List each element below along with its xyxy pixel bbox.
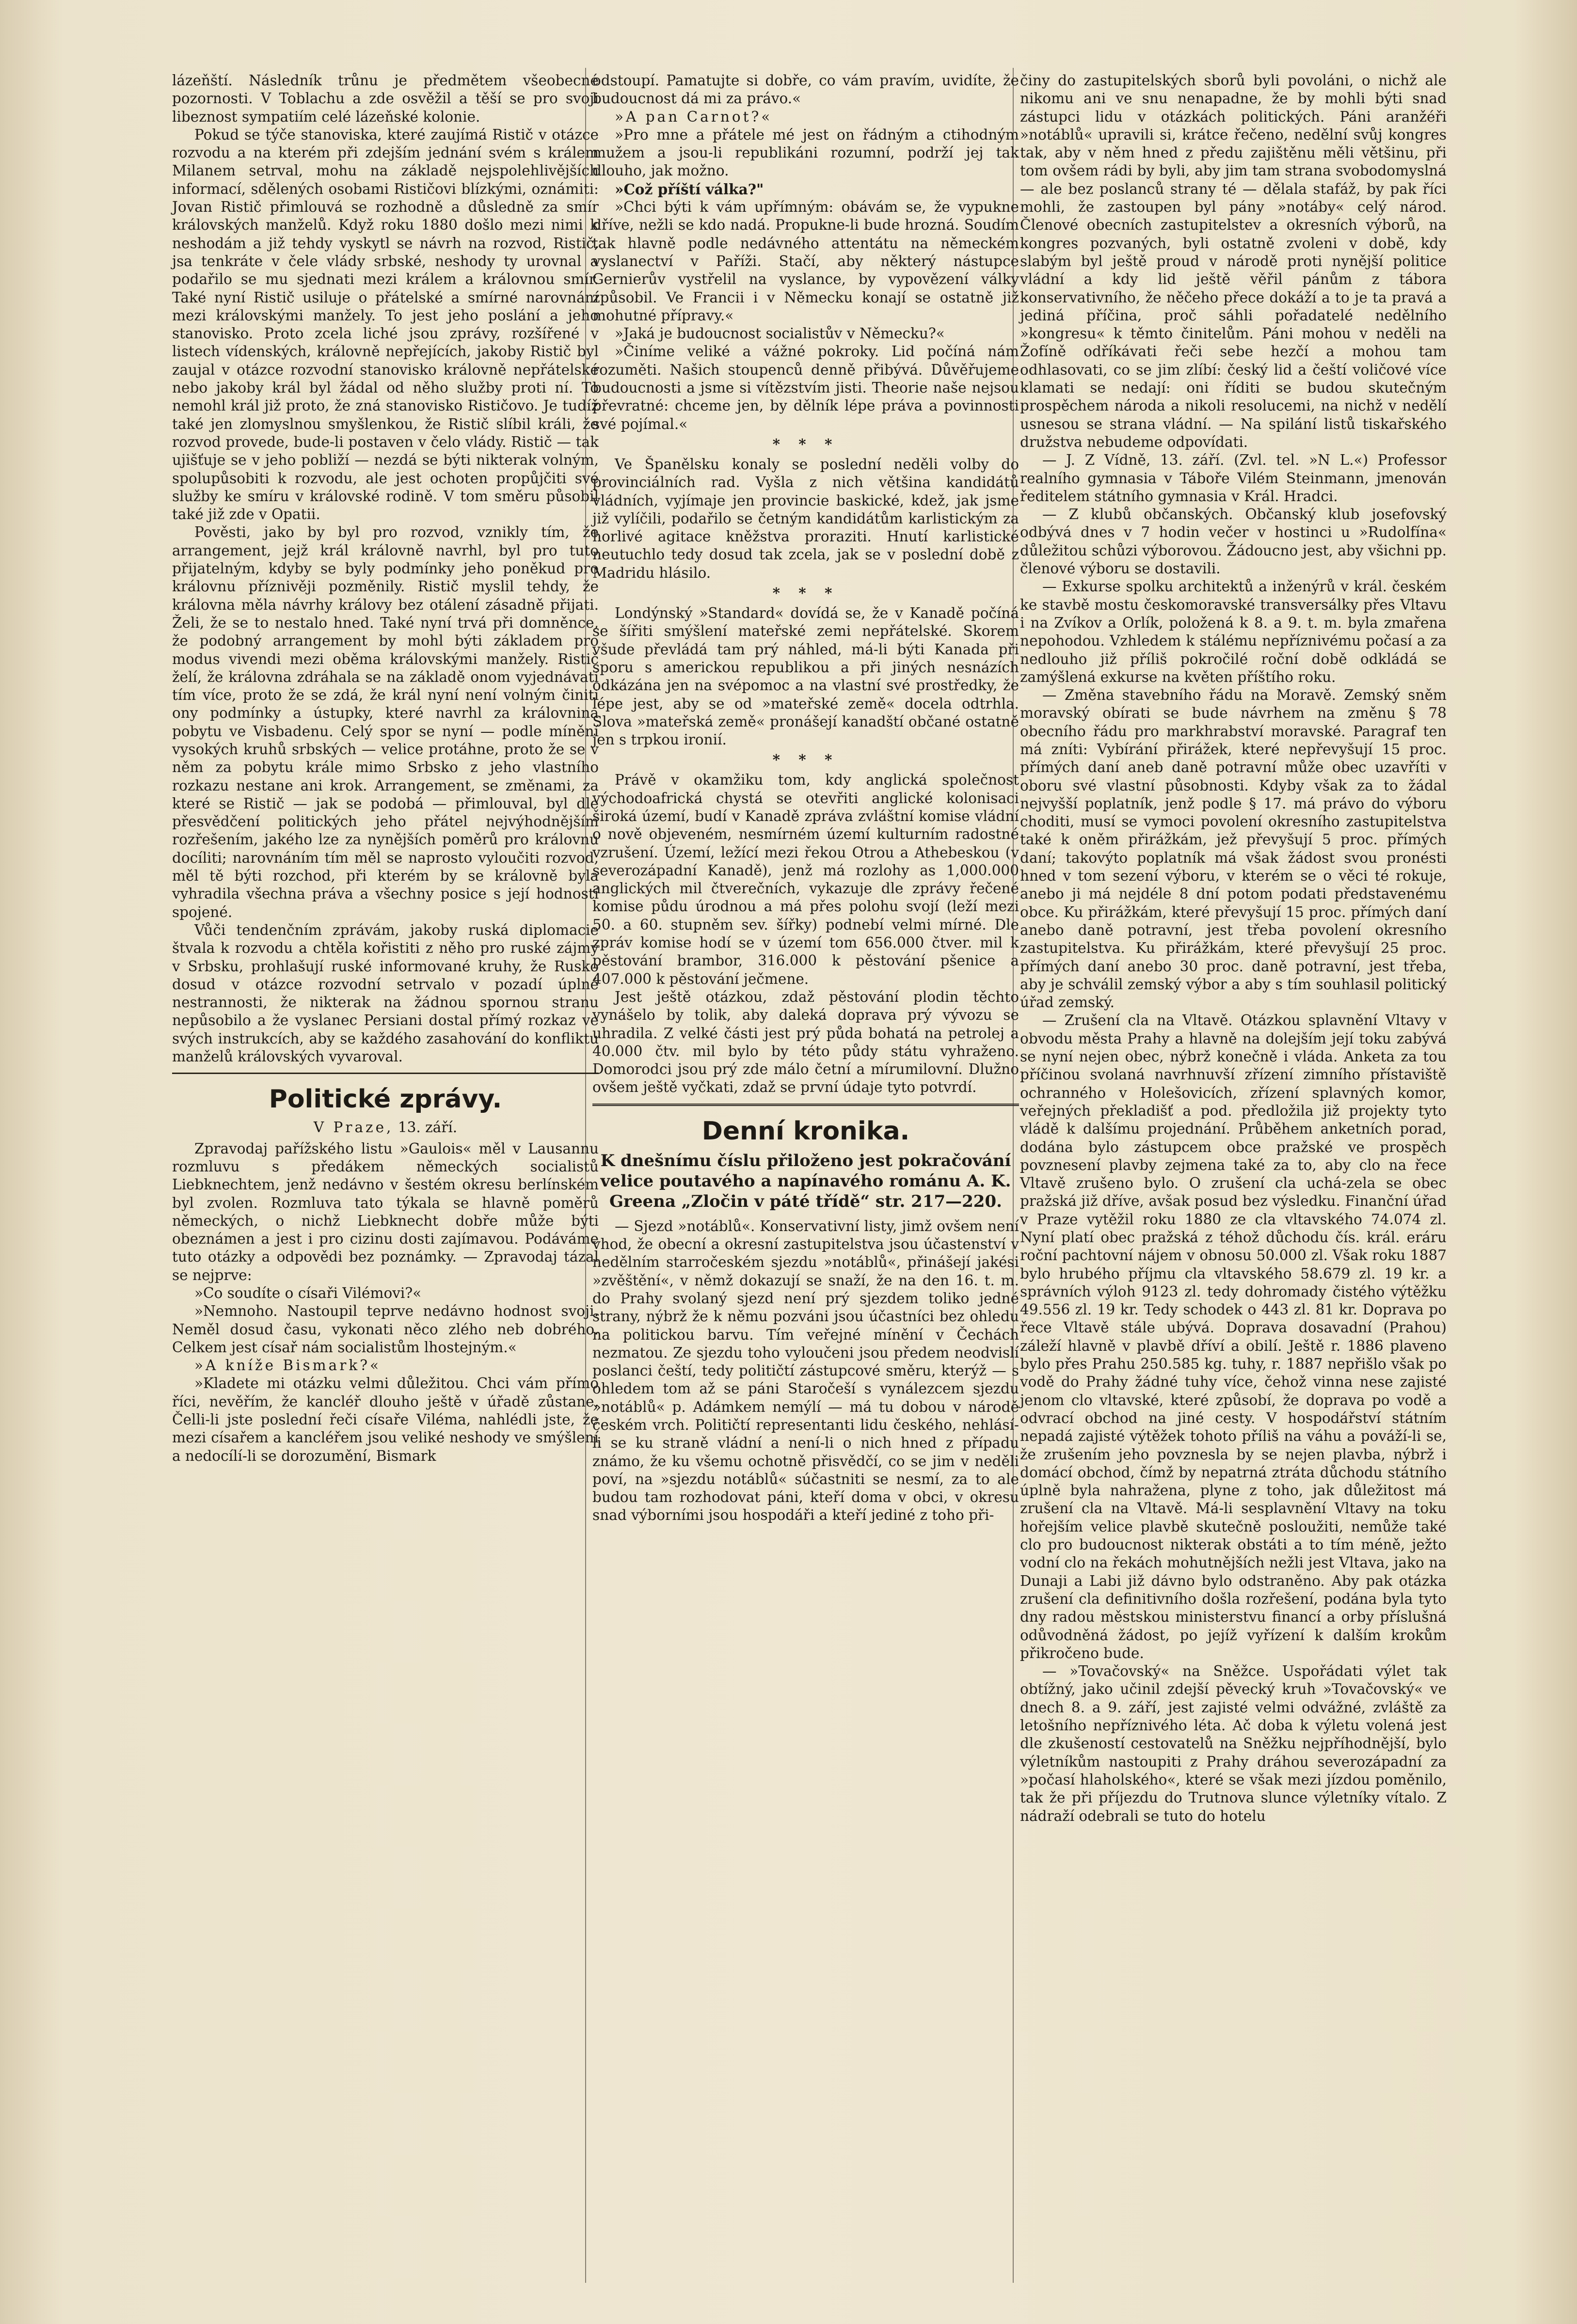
interview-answer: »Činíme veliké a vážné pokroky. Lid počíná nám rozuměti. Našich stoupenců denně přibývá. Důvěřujeme budoucnosti a jsme si vítězstvím jisti. Theorie naše nejsou převratné: chceme jen, by dělník lépe práva a povinnosti své pojímal.«	[592, 343, 1019, 432]
interview-question: »Což příští válka?"	[615, 180, 764, 198]
paragraph: Londýnský »Standard« dovídá se, že v Kanadě počíná se šířiti smýšlení mateřské zemi nepřátelské. Skorem všude převládá tam prý náhled, má-li býti Kanada při sporu s americkou republikou a při jiných nesnázích odkázána jen na svépomoc a na vlastní své prostředky, že lépe jest, aby se od »mateřské země« docela odtrhla. Slova »mateřská země« pronášejí kanadští občané ostatně jen s trpkou ironií.	[592, 605, 1019, 748]
column-2	[592, 72, 1019, 1525]
interview-answer: »Nemnoho. Nastoupil teprve nedávno hodnost svoji. Neměl dosud času, vykonati něco zlého neb dobrého. Celkem jest císař nám socialistům lhostejným.«	[172, 1303, 599, 1356]
column-1	[172, 72, 599, 1465]
paragraph: — »Tovačovský« na Sněžce. Uspořádati výlet tak obtížný, jako učinil zdejší pěvecký kruh »Tovačovský« ve dnech 8. a 9. září, jest zajisté velmi odvážné, zvláště za letošního nepříznivého léta. Ač doba k výletu volená jest dle zkušeností cestovatelů na Sněžku nejpříhodnější, bylo výletníkům nastoupiti z Prahy dráhou severozápadní za »počasí hlaholského«, které se však mezi jízdou poměnilo, tak že při příjezdu do Trutnova slunce výletníky vítalo. Z nádraží odebrali se tuto do hotelu	[1020, 1663, 1447, 1824]
paragraph: Právě v okamžiku tom, kdy anglická společnost východoafrická chystá se otevřiti anglické kolonisaci široká území, budí v Kanadě zpráva zvláštní komise vládní o nově objeveném, nesmírném území kulturním radostné vzrušení. Území, ležící mezi řekou Otrou a Athebeskou (v severozápadní Kanadě), jenž má rozlohy as 1,000.000 anglických mil čtverečních, vykazuje dle zprávy řečené komise půdu úrodnou a má přes polohu svojí (leží mezi 50. a 60. stupněm sev. šířky) podnebí velmi mírné. Dle zpráv komise hodí se v území tom 656.000 čtver. mil k pěstování brambor, 316.000 k pěstování pšenice a 407.000 k pěstování ječmene.	[592, 772, 1019, 987]
paragraph: — Exkurse spolku architektů a inženýrů v král. českém ke stavbě mostu českomoravské transversálky přes Vltavu i na Zvíkov a Orlík, položená k 8. a 9. t. m. byla zmařena nepohodou. Vzhledem k stálému nepříznivému počasí a za nedlouho již příliš pokročilé roční době odkládá se zamýšlená exkurse na květen příštího roku.	[1020, 578, 1447, 685]
paragraph: Pověsti, jako by byl pro rozvod, vznikly tím, že arrangement, jejž král královně navrhl, byl pro tuto přijatelným, kdyby se byly podmínky jeho poněkud pro královnu příznivěji pozměnily. Ristič myslil tehdy, že královna měla návrhy královy bez otálení zásadně přijati. Želi, že se to nestalo hned. Také nyní trvá při domněnce, že podobný arrangement by mohl býti základem pro modus vivendi mezi oběma královskými manžely. Ristič želí, že královna zdráhala se na základě onom vyjednávati tím více, proto že se zdá, že král nyní není volným činiti ony podmínky a ústupky, které navrhl za královnina pobytu ve Visbadenu. Celý spor se nyní — podle mínění vysokých kruhů srbských — velice protáhne, proto že se v něm za pobytu krále mimo Srbsko z jeho vlastního rozkazu nestane ani krok. Arrangement, se změnami, za které se Ristič — jak se podobá — přimlouval, byl dle přesvědčení politických jeho přátel nejvýhodnějším rozřešením, jakého lze za nynějších poměrů pro královnu docíliti; narovnáním tím měl se naprosto vyloučiti rozvod, měl tě býti rozchod, při kterém by se královně byla vyhradila všechna práva a všechny posice s její hodností spojené.	[172, 524, 599, 920]
dateline-date: 13. září.	[398, 1119, 458, 1136]
interview-question: »A pan Carnot?«	[615, 108, 773, 125]
interview-answer: »Chci býti k vám upřímným: obávám se, že vypukne dříve, nežli se kdo nadá. Propukne-li bude hrozná. Soudím tak hlavně podle nedávného attentátu na německém vyslanectví v Paříži. Stačí, aby některý nástupce Gernierův vystřelil na vyslance, by vypovězení války způsobil. Ve Francii i v Německu konají se ostatně již mohutné přípravy.«	[592, 199, 1019, 324]
section-rule	[592, 1104, 1019, 1106]
paragraph: — Změna stavebního řádu na Moravě. Zemský sněm moravský obírati se bude návrhem na změnu § 78 obecního řádu pro markhrabství moravské. Paragraf ten má zníti: Vybírání přirážek, které nepřevyšují 15 proc. přímých daní aneb daně potravní může obec uzavříti v oboru své vlastní působnosti. Kdyby však za to žádal nejvyšší poplatník, jenž podle § 17. má právo do výboru choditi, musí se vymoci povolení okresního zastupitelstva také k oněm přirážkám, jež převyšují 5 proc. přímých daní; takovýto poplatník má však žádost svou pronésti hned v tom sezení výboru, v kterém se o věci té rokuje, anebo ji má nejdéle 8 dní potom podati představenému obce. Ku přirážkám, které převyšují 15 proc. přímých daní anebo daně potravní, jest třeba povolení okresního zastupitelstva. Ku přirážkám, které převyšují 25 proc. přímých daní anebo 30 proc. daně potravní, jest třeba, aby je schválil zemský výbor a aby s tím souhlasil politický úřad zemský.	[1020, 687, 1447, 1011]
section-title-politicke-zpravy: Politické zprávy.	[269, 1085, 502, 1114]
paragraph: činy do zastupitelských sborů byli povoláni, o nichž ale nikomu ani ve snu nenapadne, že by mohli býti snad zástupci lidu v otázkách politických. Páni aranžéři »notáblů« upravili si, krátce řečeno, nedělní svůj kongres tak, aby v něm hned z předu zajištěnu měli většinu, při tom ovšem rádi by byli, aby jim tam strana svobodomyslná — ale bez poslanců strany té — dělala stafáž, by pak říci mohli, že zastoupen byl pány »notáby« celý národ. Členové obecních zastupitelstev a okresních výborů, na kongres pozvaných, byli ostatně zvoleni v době, kdy slabým byl ještě proud v národě proti nynější politice vládní a kdy lid ještě věřil pánům z tábora konservativního, že něčeho přece dokáží a to je ta pravá a jediná příčina, proč sáhli pořadatelé nedělního »kongresu« k těmto činitelům. Páni mohou v neděli na Žofíně odříkávati řeči sebe hezčí a mohou tam odhlasovati, co se jim zlíbí: český lid a čeští voličové více klamati se nedají: oni říditi se budou skutečným prospěchem národa a nikoli resolucemi, na nichž v nedělí usnesou se strana vládní. — Na spilání listů tiskařského družstva nebudeme odpovídati.	[1020, 72, 1447, 450]
interview-question: »Co soudíte o císaři Vilémovi?«	[194, 1285, 422, 1301]
dateline-place: V Praze,	[313, 1119, 394, 1136]
paragraph: Zpravodaj pařížského listu »Gaulois« měl v Lausannu rozmluvu s předákem německých socialistů Liebknechtem, jenž nedávno v šestém okresu berlínském byl zvolen. Rozmluva tato týkala se hlavně poměrů německých, o nichž Liebknecht dobře může býti obeznámen a jest i pro cizinu dosti zajímavou. Podáváme tuto otázky a odpovědi bez poznámky. — Zpravodaj tázal se nejprve:	[172, 1140, 599, 1283]
section-rule	[172, 1073, 599, 1074]
paragraph: Vůči tendenčním zprávám, jakoby ruská diplomacie štvala k rozvodu a chtěla kořistiti z něho pro ruské zájmy v Srbsku, prohlašují ruské informované kruhy, že Rusko dosud v otázce rozvodní setrvalo v pozadí úplné nestrannosti, že nikterak na žádnou spornou stranu nepůsobilo a že vyslanec Persiani dostal přímý rozkaz ve svých instrukcích, aby se každého zasahování do konfliktu manželů královských vyvaroval.	[172, 921, 599, 1065]
paragraph: — J. Z Vídně, 13. září. (Zvl. tel. »N L.«) Professor realního gymnasia v Táboře Vilém Steinmann, jmenován ředitelem státního gymnasia v Král. Hradci.	[1020, 452, 1447, 505]
paragraph: Pokud se týče stanoviska, které zaujímá Ristič v otázce rozvodu a na kterém při zdejším jednání svém s králem Milanem setrval, mohu na základě nejspolehlivějších informací, sdělených osobami Rističovi blízkými, oznámiti: Jovan Ristič přimlouvá se rozhodně a důsledně za smír královských manželů. Když roku 1880 došlo mezi nimi k neshodám a již tehdy vyskytl se návrh na rozvod, Ristič, jsa tenkráte v čele vlády srbské, neshody ty urovnal a podařilo se mu sjednati mezi králem a královnou smír. Také nyní Ristič usiluje o přátelské a smírné narovnání mezi královskými manžely. To jest jeho poslání a jeho stanovisko. Proto zcela liché jsou zprávy, rozšířené v listech vídenských, královně nepřejících, jakoby Ristič byl zaujal v otázce rozvodní stanovisko královně nepřátelské nebo jakoby král byl žádal od něho služby proti ní. To nemohl král již proto, že zná stanovisko Rističovo. Je tudíž také jen zlomyslnou smyšlenkou, že Ristič slíbil králi, že rozvod provede, bude-li postaven v čelo vlády. Ristič — tak ujišťuje se v jeho pobliží — nezdá se býti nikterak volným, spolupůsobiti k rozvodu, ale jest ochoten propůjčiti své služby ke smíru v královské rodině. V tom směru působil také již zde v Opatii.	[172, 126, 599, 523]
separator-stars: * * *	[772, 751, 839, 769]
paragraph: Ve Španělsku konaly se poslední neděli volby do provinciálních rad. Vyšla z nich většina kandidátů vládních, vyjímaje jen provincie baskické, kdež, jak jsme již vylíčili, podařilo se četným kandidátům karlistickým za horlivé agitace kněžstva proraziti. Hnutí karlistické neutuchlo tedy dosud tak zcela, jak se v poslední době z Madridu hlásilo.	[592, 456, 1019, 581]
paragraph: lázeňští. Následník trůnu je předmětem všeobecné pozornosti. V Toblachu a zde osvěžil a těší se pro svoji libeznost sympatiím celé lázeňské kolonie.	[172, 72, 599, 125]
interview-answer: »Pro mne a přátele mé jest on řádným a ctihodným mužem a jsou-li republikáni rozumní, podrží jej tak dlouho, jak možno.	[592, 126, 1019, 179]
paragraph: — Zrušení cla na Vltavě. Otázkou splavnění Vltavy v obvodu města Prahy a hlavně na dolejším její toku zabývá se nyní nejen obec, nýbrž konečně i vláda. Anketa za tou příčinou svolaná navrhnuvší zřízení zimního přístaviště ochranného v Holešovicích, zřízení splavných komor, veřejných překladišť a pod. předložila již projekty tyto vládě k dalšímu projednání. Průběhem anketních porad, dodána bylo zástupcem obce pražské ve prospěch povznesení plavby zejmena také za to, aby clo na řece Vltavě zrušeno bylo. O zrušení cla uchá-zela se obec pražská již dříve, avšak posud bez výsledku. Finanční úřad v Praze vytěžil roku 1880 ze cla vltavského 74.074 zl. Nyní platí obec pražská z téhož důchodu čís. král. eráru roční pachtovní nájem v obnosu 50.000 zl. Však roku 1887 bylo hrubého příjmu cla vltavského 58.679 zl. 19 kr. a správních výloh 9123 zl. tedy dohromady čistého výtěžku 49.556 zl. 19 kr. Tedy schodek o 443 zl. 81 kr. Doprava po řece Vltavě stále ubývá. Doprava dosavadní (Prahou) záleží hlavně v plavbě dříví a obilí. Ještě r. 1886 plaveno bylo přes Prahu 250.585 kg. tuhy, r. 1887 nepřišlo však po vodě do Prahy žádné tuhy více, čehož vinna nese zajisté jenom clo vltavské, které způsobí, že doprava po vodě a odvrací obchod na jiné cesty. V hospodářství státním nepadá zajisté výtěžek tohoto příliš na váhu a pováží-li se, že zrušením jeho povznesla by se nejen plavba, nýbrž i domácí obchod, čímž by nepatrná ztráta důchodu státního úplně byla nahražena, plyne z toho, jak důležitost má zrušení cla na Vltavě. Má-li sesplavnění Vltavy na toku hořejším velice plavbě skutečně posloužiti, nemůže také clo pro budoucnost nikterak obstáti a to tím méně, ježto vodní clo na řekách mohutnějších nežli jest Vltava, jako na Dunaji a Labi již dávno bylo odstraněno. Aby pak otázka zrušení cla definitivního došla rozřešení, podána byla tyto dny radou městskou ministerstvu financí a orby příslušná odůvodněná žádost, po jejíž vyřízení k dalším krokům přikročeno bude.	[1020, 1012, 1447, 1661]
interview-question: »A kníže Bismark?«	[194, 1357, 382, 1374]
separator-stars: * * *	[772, 435, 839, 453]
column-3	[1020, 72, 1447, 1825]
section-title-denni-kronika: Denní kronika.	[701, 1116, 910, 1146]
paragraph: — Z klubů občanských. Občanský klub josefovský odbývá dnes v 7 hodin večer v hostinci u »Rudolfína« důležitou schůzi výborovou. Žádoucno jest, aby všichni pp. členové výboru se dostavili.	[1020, 506, 1447, 577]
separator-stars: * * *	[772, 585, 839, 602]
interview-answer: »Kladete mi otázku velmi důležitou. Chci vám přímo říci, nevěřím, že kancléř dlouho ještě v úřadě zůstane. Čelli-li jste poslední řeči císaře Viléma, nahlédli jste, že mezi císařem a kancléřem jsou veliké neshody ve smýšlení a nedocílí-li se dorozumění, Bismark	[172, 1375, 599, 1464]
paragraph: odstoupí. Pamatujte si dobře, co vám pravím, uvidíte, že budoucnost dá mi za právo.«	[592, 72, 1019, 107]
dateline	[172, 1119, 599, 1137]
paragraph: Jest ještě otázkou, zdaž pěstování plodin těchto vynášelo by tolik, aby daleká doprava prý vývozu se uhradila. Z velké části jest prý půda bohatá na petrolej a 40.000 čtv. mil bylo by této půdy státu vyhraženo. Domorodci jsou prý zde málo četní a mírumilovní. Dlužno ovšem ještě vyčkati, zdaž se první údaje tyto potvrdí.	[592, 988, 1019, 1096]
supplement-notice: K dnešnímu číslu přiloženo jest pokračování velice poutavého a napínavého románu A. K. Greena „Zločin v páté třídě“ str. 217—220.	[600, 1151, 1011, 1211]
paragraph: — Sjezd »notáblů«. Konservativní listy, jimž ovšem není vhod, že obecní a okresní zastupitelstva jsou účastenství v nedělním starročeském sjezdu »notáblů«, přinášejí jakési »zvěštění«, v němž dokazují se snaží, že na den 16. t. m. do Prahy svolaný sjezd není prý sjezdem toliko jedné strany, nýbrž že k němu pozváni jsou účastníci bez ohledu na politickou barvu. Tím veřejné mínění v Čechách nezmatou. Ze sjezdu toho vyloučeni jsou předem neodvislí poslanci čeští, tedy političtí zástupcové směru, kterýž — s ohledem tom až se páni Staročeší s vynálezcem sjezdu »notáblů« p. Adámkem nemýlí — má tu dobou v národě českém vrch. Političtí representanti lidu českého, nehlásí-li se ku straně vládní a není-li o nich hned z případu známo, že ku všemu ochotně přisvědčí, co se jim v neděli poví, na »sjezdu notáblů« súčastniti se nesmí, za to ale budou tam rozhodovat páni, kteří doma v obci, v okresu snad výborními jsou hospodáři a kteří jediné z toho při-	[592, 1217, 1019, 1524]
interview-question: »Jaká je budoucnost socialistův v Německu?«	[615, 325, 945, 342]
